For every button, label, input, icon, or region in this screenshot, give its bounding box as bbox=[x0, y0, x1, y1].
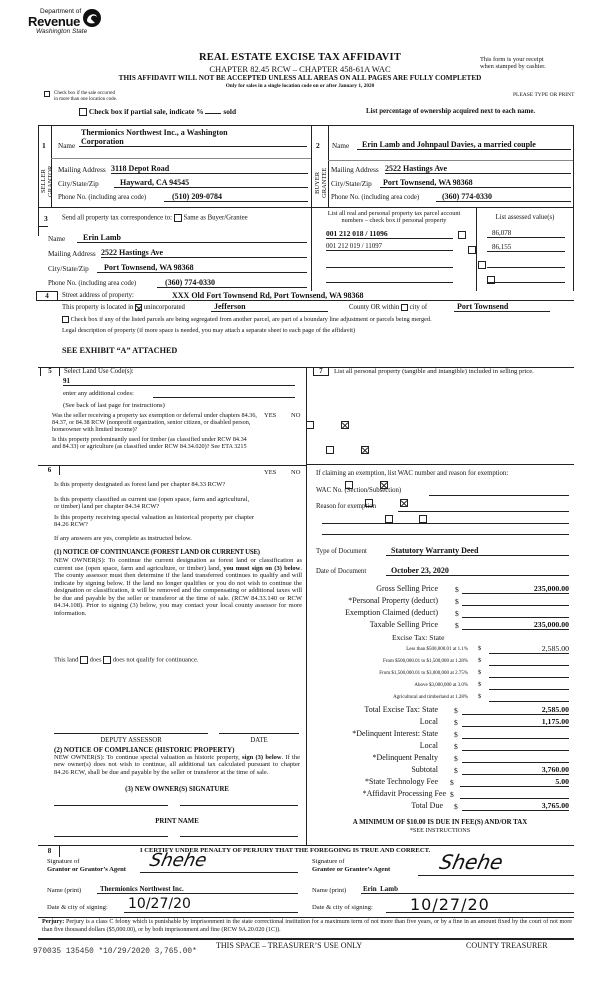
partial-sale-label: Check box if partial sale, indicate % bbox=[88, 107, 204, 116]
document-type-label: Type of Document bbox=[316, 548, 367, 555]
section-8-number-box: 8 bbox=[40, 845, 60, 857]
certify-statement: I CERTIFY UNDER PENALTY OF PERJURY THAT THE FOREGOING IS TRUE AND CORRECT. bbox=[140, 847, 431, 854]
personal-property-field[interactable] bbox=[334, 386, 572, 462]
seller-name-line1: Thermionics Northwest Inc., a Washington bbox=[81, 128, 228, 137]
bracket-3-field[interactable] bbox=[489, 668, 569, 678]
treasurer-stamp: 970035 135450 *10/29/2020 3,765.00* bbox=[33, 948, 197, 956]
grantor-signature-label: Signature of Grantor or Grantor’s Agent bbox=[47, 858, 126, 873]
logo-revenue: Revenue bbox=[28, 14, 81, 29]
bracket-2-field[interactable] bbox=[489, 656, 569, 666]
form-warning: THIS AFFIDAVIT WILL NOT BE ACCEPTED UNLESS ALL AREAS ON ALL PAGES ARE FULLY COMPLETED bbox=[118, 74, 482, 82]
seller-mailing-label: Mailing Address bbox=[58, 166, 106, 174]
subtotal-field[interactable]: 3,760.00 bbox=[462, 765, 569, 775]
street-address-field[interactable]: XXX Old Fort Townsend Rd, Port Townsend, WA 98368 bbox=[172, 291, 364, 300]
bracket-4-field[interactable] bbox=[489, 680, 569, 690]
exemption-claimed-field[interactable] bbox=[462, 608, 569, 618]
treasurer-space-label: THIS SPACE – TREASURER’S USE ONLY bbox=[216, 941, 363, 950]
historical-property-question: Is this property receiving special valuation as historical property per chapter 84.26 RCW? bbox=[54, 514, 254, 529]
seller-mailing-field[interactable]: 3118 Depot Road bbox=[111, 164, 308, 174]
correspondence-phone-field[interactable]: (360) 774-0330 bbox=[157, 278, 307, 288]
assessed-value-field[interactable]: 86,078 bbox=[487, 229, 565, 238]
logo-department-of: Department of bbox=[40, 8, 82, 15]
assessed-value-header: List assessed value(s) bbox=[495, 214, 555, 221]
does-not-qualify-checkbox[interactable] bbox=[103, 656, 111, 664]
taxable-selling-price-label: Taxable Selling Price bbox=[369, 620, 438, 629]
personal-property-checkbox[interactable] bbox=[468, 246, 476, 254]
legal-description-value[interactable]: SEE EXHIBIT “A” ATTACHED bbox=[62, 346, 178, 355]
partial-sale-sold: sold bbox=[223, 107, 237, 116]
dor-logo bbox=[28, 6, 108, 40]
receipt-note-line2: when stamped by cashier. bbox=[480, 63, 546, 71]
deputy-assessor-label: DEPUTY ASSESSOR bbox=[100, 737, 162, 744]
correspondence-city-field[interactable]: Port Townsend, WA 98368 bbox=[97, 263, 307, 273]
grantee-signature: Shehe bbox=[437, 850, 506, 874]
s6-yes-header: YES bbox=[264, 469, 277, 476]
parcel-number-field[interactable] bbox=[326, 258, 453, 268]
seller-phone-label: Phone No. (including area code) bbox=[58, 194, 147, 201]
delinquent-penalty-label: *Delinquent Penalty bbox=[372, 753, 438, 762]
assessed-value-field[interactable] bbox=[487, 273, 565, 283]
affidavit-processing-fee-field[interactable] bbox=[460, 789, 569, 799]
parcel-list-header: List all real and personal property tax parcel account numbers – check box if personal property bbox=[327, 210, 461, 224]
bracket-1-label: Less than $500,000.01 at 1.1% bbox=[406, 647, 468, 652]
delinquent-interest-local-field[interactable] bbox=[462, 741, 569, 751]
form-title: REAL ESTATE EXCISE TAX AFFIDAVIT bbox=[198, 52, 402, 63]
current-use-question: Is this property classified as current use (open space, farm and agricultural, or timber) land per chapter 84.34 RCW? bbox=[54, 496, 250, 511]
city-field[interactable]: Port Townsend bbox=[454, 302, 550, 312]
dollar-sign: $ bbox=[455, 597, 459, 606]
dollar-sign: $ bbox=[478, 693, 482, 700]
grantor-name-label: Name (print) bbox=[47, 887, 82, 894]
dollar-sign: $ bbox=[454, 742, 458, 751]
assessed-value-field[interactable] bbox=[487, 258, 565, 268]
buyer-name-field[interactable]: Erin Lamb and Johnpaul Davies, a married couple bbox=[357, 140, 571, 150]
dollar-sign: $ bbox=[454, 718, 458, 727]
form-only-for: Only for sales in a single location code on or after January 1, 2020 bbox=[225, 83, 375, 89]
document-type-field[interactable]: Statutory Warranty Deed bbox=[386, 546, 569, 556]
exemption-reason-field-3[interactable] bbox=[322, 527, 569, 535]
seller-grantor-side-label: SELLER GRANTOR bbox=[40, 165, 54, 197]
property-location-row bbox=[62, 304, 185, 311]
correspondence-mailing-label: Mailing Address bbox=[48, 250, 96, 258]
bracket-ag-label: Agricultural and timberland at 1.28% bbox=[393, 695, 468, 700]
print-name-field-2[interactable] bbox=[180, 829, 298, 837]
dollar-sign: $ bbox=[478, 681, 482, 688]
grantee-name-field[interactable]: Erin Lamb bbox=[361, 885, 574, 894]
correspondence-name-label: Name bbox=[48, 235, 66, 243]
continuance-qualify-row: This land does does not qualify for continuance. bbox=[54, 656, 199, 664]
dollar-sign: $ bbox=[478, 657, 482, 664]
state-technology-fee-label: *State Technology Fee bbox=[364, 777, 438, 786]
section-2-number: 2 bbox=[316, 141, 320, 150]
see-instructions-note: *SEE INSTRUCTIONS bbox=[409, 827, 471, 834]
seller-name-label: Name bbox=[58, 142, 76, 150]
does-qualify-checkbox[interactable] bbox=[80, 656, 88, 664]
assessor-date-label: DATE bbox=[250, 737, 268, 744]
correspondence-mailing-field[interactable]: 2522 Hastings Ave bbox=[101, 248, 307, 258]
seller-city-field[interactable]: Hayward, CA 94545 bbox=[114, 178, 308, 188]
dollar-sign: $ bbox=[450, 778, 454, 787]
county-treasurer-label: COUNTY TREASURER bbox=[466, 941, 548, 950]
logo-washington-state: Washington State bbox=[36, 28, 88, 35]
grantee-date-handwritten: 10/27/20 bbox=[410, 895, 490, 914]
excise-local-field[interactable]: 1,175.00 bbox=[462, 717, 569, 727]
new-owner-signature-field-1[interactable] bbox=[54, 797, 168, 806]
delinquent-penalty-field[interactable] bbox=[462, 753, 569, 763]
perjury-text: Perjury is a class C felony which is punishable by imprisonment in the state correctional institution for a maximum term of not more than five years, or by a fine in an amount fixed by the court of not more than five thousand dollars ($5,000.00), or by both imprisonment and fine (RCW 9A.20.020 (1C)). bbox=[42, 919, 572, 933]
delinquent-interest-state-field[interactable] bbox=[462, 729, 569, 739]
buyer-grantee-side-label: BUYER GRANTEE bbox=[314, 167, 328, 199]
forest-land-question: Is this property designated as forest land per chapter 84.33 RCW? bbox=[54, 481, 226, 488]
seller-name-line2: Corporation bbox=[79, 137, 307, 147]
buyer-phone-field[interactable]: (360) 774-0330 bbox=[436, 192, 571, 202]
bracket-1-field[interactable]: 2,585.00 bbox=[489, 644, 569, 654]
print-name-label: PRINT NAME bbox=[155, 818, 199, 825]
correspondence-name-field[interactable]: Erin Lamb bbox=[77, 233, 307, 243]
multi-location-checkbox[interactable] bbox=[44, 91, 50, 97]
additional-codes-label: enter any additional codes: bbox=[63, 390, 134, 397]
grantor-name-field[interactable]: Thermionics Northwest Inc. bbox=[97, 885, 298, 894]
form-subtitle: CHAPTER 82.45 RCW – CHAPTER 458-61A WAC bbox=[209, 64, 391, 74]
if-yes-note: If any answers are yes, complete as instructed below. bbox=[54, 535, 192, 542]
grantor-date-label: Date & city of signing: bbox=[47, 904, 108, 911]
exemption-claimed-label: Exemption Claimed (deduct) bbox=[345, 608, 438, 617]
no-header: NO bbox=[291, 412, 301, 419]
buyer-city-field[interactable]: Port Townsend, WA 98368 bbox=[380, 178, 571, 188]
section-7-number-box: 7 bbox=[313, 367, 329, 376]
unincorporated-label: unincorporated bbox=[143, 304, 185, 312]
bracket-2-label: From $500,000.01 to $1,500,000 at 1.28% bbox=[383, 659, 468, 664]
notice-continuance-text: NEW OWNER(S): To continue the current designation as forest land or classification as current use (open space, farm and agriculture, or timber) land, you must sign on (3) below. The county assessor must then determine if the land transferred continues to qualify and will indicate by signing below. If the land no longer qualifies or you do not wish to continue the designation or classification, it will be removed and the compensating or additional taxes will be due and payable by the seller or transferor at the time of sale. (RCW 84.33.140 or RCW 84.34.108). Prior to signing (3) below, you may contact your local county assessor for more information. bbox=[54, 557, 302, 617]
seller-phone-field[interactable]: (510) 209-0784 bbox=[164, 192, 308, 202]
exemption-reason-field-1[interactable] bbox=[398, 503, 569, 512]
perjury-notice bbox=[42, 919, 572, 934]
exemption-deferral-yes-checkbox[interactable] bbox=[306, 421, 314, 429]
county-field[interactable]: Jefferson bbox=[211, 302, 328, 312]
personal-property-label: List all personal property (tangible and intangible) included in selling price. bbox=[334, 368, 534, 375]
dollar-sign: $ bbox=[454, 730, 458, 739]
delinquent-interest-state-label: *Delinquent Interest: State bbox=[352, 729, 438, 738]
city-checkbox[interactable] bbox=[401, 304, 408, 311]
exemption-reason-label: Reason for exemption bbox=[316, 503, 377, 510]
dollar-sign: $ bbox=[478, 669, 482, 676]
dollar-sign: $ bbox=[454, 706, 458, 715]
excise-local-label: Local bbox=[419, 717, 438, 726]
personal-property-checkbox[interactable] bbox=[458, 231, 466, 239]
notice-compliance-text: NEW OWNER(S): To continue special valuation as historic property, sign (3) below. If the new owner(s) does not wish to continue, all additional tax calculated pursuant to chapter 84.26 RCW, shall be due and payable by the seller or transferor at the time of sale. bbox=[54, 754, 300, 776]
multi-location-label: Check box if the sale occurred in more than one location code. bbox=[54, 91, 118, 102]
street-address-label: Street address of property: bbox=[62, 292, 134, 299]
grantee-date-label: Date & city of signing: bbox=[312, 904, 373, 911]
dollar-sign: $ bbox=[455, 609, 459, 618]
new-owner-signature-field-2[interactable] bbox=[180, 797, 298, 806]
bracket-3-label: From $1,500,000.01 to $3,000,000 at 2.75% bbox=[379, 671, 468, 676]
seller-name-field[interactable] bbox=[79, 128, 307, 147]
wac-number-field[interactable] bbox=[429, 487, 569, 496]
segregated-label: Check box if any of the listed parcels are being segregated from another parcel, are part of a boundary line adjustment or parcels being merged. bbox=[70, 316, 432, 323]
yes-header: YES bbox=[264, 412, 277, 419]
print-name-field-1[interactable] bbox=[54, 829, 168, 837]
affidavit-processing-fee-label: *Affidavit Processing Fee bbox=[362, 789, 446, 798]
notice-compliance-title: (2) NOTICE OF COMPLIANCE (HISTORIC PROPERTY) bbox=[54, 746, 235, 754]
document-date-label: Date of Document bbox=[316, 568, 367, 575]
assessed-value-field[interactable]: 86,155 bbox=[487, 243, 565, 252]
correspondence-phone-label: Phone No. (including area code) bbox=[48, 280, 137, 287]
grantor-date-handwritten: 10/27/20 bbox=[128, 896, 191, 912]
grantor-signature: Shehe bbox=[147, 850, 209, 871]
bracket-ag-field[interactable] bbox=[489, 692, 569, 702]
located-in-label: This property is located in bbox=[62, 304, 134, 312]
document-date-field[interactable]: October 23, 2020 bbox=[386, 566, 569, 576]
subtotal-label: Subtotal bbox=[411, 765, 438, 774]
section-4-number-box: 4 bbox=[36, 291, 58, 301]
see-back-note: (See back of last page for instructions) bbox=[63, 402, 165, 409]
state-technology-fee-field[interactable]: 5.00 bbox=[460, 777, 569, 787]
minimum-due-note: A MINIMUM OF $10.00 IS DUE IN FEE(S) AND/OR TAX bbox=[352, 819, 528, 826]
total-due-label: Total Due bbox=[411, 801, 443, 810]
total-excise-state-label: Total Excise Tax: State bbox=[364, 705, 438, 714]
partial-sale-row bbox=[79, 107, 236, 116]
delinquent-interest-local-label: Local bbox=[419, 741, 438, 750]
personal-property-checkbox[interactable] bbox=[478, 261, 486, 269]
timber-agriculture-question: Is this property predominantly used for timber (as classified under RCW 84.34 and 84.33) or agriculture (as classified under RCW 84.34.020)? See ETA 3215 bbox=[52, 436, 247, 451]
dollar-sign: $ bbox=[455, 585, 459, 594]
buyer-phone-label: Phone No. (including area code) bbox=[331, 194, 420, 201]
parcel-number-field[interactable]: 001 212 018 / 11096 bbox=[326, 229, 453, 239]
unincorporated-checkbox[interactable] bbox=[135, 304, 142, 311]
buyer-mailing-label: Mailing Address bbox=[331, 166, 379, 174]
notice-continuance-title: (1) NOTICE OF CONTINUANCE (FOREST LAND OR CURRENT USE) bbox=[54, 549, 260, 556]
partial-sale-checkbox[interactable] bbox=[79, 108, 87, 116]
partial-sale-percent-field[interactable] bbox=[205, 113, 221, 114]
same-as-buyer-checkbox[interactable] bbox=[174, 214, 182, 222]
dollar-sign: $ bbox=[450, 790, 454, 799]
perjury-label: Perjury: bbox=[42, 919, 65, 925]
grantee-name-label: Name (print) bbox=[312, 887, 347, 894]
s6-no-header: NO bbox=[291, 469, 301, 476]
additional-codes-field[interactable] bbox=[153, 389, 295, 398]
land-use-code-field[interactable]: 91 bbox=[63, 377, 295, 386]
legal-description-label: Legal description of property (if more space is needed, you may attach a separate sheet to each page of the affidavit) bbox=[62, 327, 356, 334]
gross-selling-price-field[interactable]: 235,000.00 bbox=[462, 584, 569, 594]
buyer-name-label: Name bbox=[332, 142, 350, 150]
section-3-number: 3 bbox=[44, 214, 48, 223]
exemption-instruction: If claiming an exemption, list WAC number and reason for exemption: bbox=[316, 470, 509, 477]
personal-property-deduct-label: *Personal Property (deduct) bbox=[348, 596, 438, 605]
bracket-4-label: Above $3,000,000 at 3.0% bbox=[414, 683, 468, 688]
buyer-city-label: City/State/Zip bbox=[331, 180, 372, 188]
total-due-field[interactable]: 3,765.00 bbox=[462, 801, 569, 811]
grantee-signature-label: Signature of Grantee or Grantee’s Agent bbox=[312, 858, 391, 873]
segregated-checkbox[interactable] bbox=[62, 316, 69, 323]
correspondence-label: Send all property tax correspondence to: bbox=[62, 214, 173, 222]
segregated-row bbox=[62, 316, 432, 323]
buyer-mailing-field[interactable]: 2522 Hastings Ave bbox=[385, 164, 571, 174]
seller-city-label: City/State/Zip bbox=[58, 180, 99, 188]
correspondence-row bbox=[62, 214, 248, 222]
exemption-reason-field-2[interactable] bbox=[322, 516, 569, 524]
exemption-deferral-question: Was the seller receiving a property tax exemption or deferral under chapters 84.36, 84.37, or 84.38 RCW (nonprofit organization, senior citizen, or disabled person, homeowner with limited income)? bbox=[52, 412, 257, 434]
correspondence-city-label: City/State/Zip bbox=[48, 265, 89, 273]
land-use-label: Select Land Use Code(s): bbox=[64, 368, 134, 375]
personal-property-deduct-field[interactable] bbox=[462, 596, 569, 606]
dor-swirl-logo-icon bbox=[82, 8, 102, 28]
please-type-or-print: PLEASE TYPE OR PRINT bbox=[513, 92, 575, 98]
section-1-number: 1 bbox=[42, 141, 46, 150]
dollar-sign: $ bbox=[454, 766, 458, 775]
new-owner-signature-label: (3) NEW OWNER(S) SIGNATURE bbox=[125, 786, 229, 793]
gross-selling-price-label: Gross Selling Price bbox=[376, 584, 438, 593]
taxable-selling-price-field[interactable]: 235,000.00 bbox=[462, 620, 569, 630]
parcel-number-field[interactable]: 001 212 019 / 11097 bbox=[326, 243, 453, 251]
receipt-note-line1: This form is your receipt bbox=[480, 56, 544, 63]
county-or-within: County OR within city of bbox=[349, 304, 428, 312]
list-percentage-note: List percentage of ownership acquired next to each name. bbox=[366, 108, 536, 115]
dollar-sign: $ bbox=[454, 754, 458, 763]
section-6-number-box: 6 bbox=[40, 465, 60, 475]
timber-agriculture-yes-checkbox[interactable] bbox=[326, 446, 334, 454]
excise-tax-state-label: Excise Tax: State bbox=[392, 633, 445, 642]
dollar-sign: $ bbox=[454, 802, 458, 811]
parcel-number-field[interactable] bbox=[326, 273, 453, 283]
dollar-sign: $ bbox=[478, 645, 482, 652]
receipt-note bbox=[480, 56, 546, 71]
dollar-sign: $ bbox=[455, 621, 459, 630]
total-excise-state-field[interactable]: 2,585.00 bbox=[462, 705, 569, 715]
same-as-buyer-label: Same as Buyer/Grantee bbox=[183, 214, 248, 222]
wac-number-label: WAC No. (Section/Subsection) bbox=[316, 487, 402, 494]
section-5-number-box: 5 bbox=[40, 367, 60, 376]
